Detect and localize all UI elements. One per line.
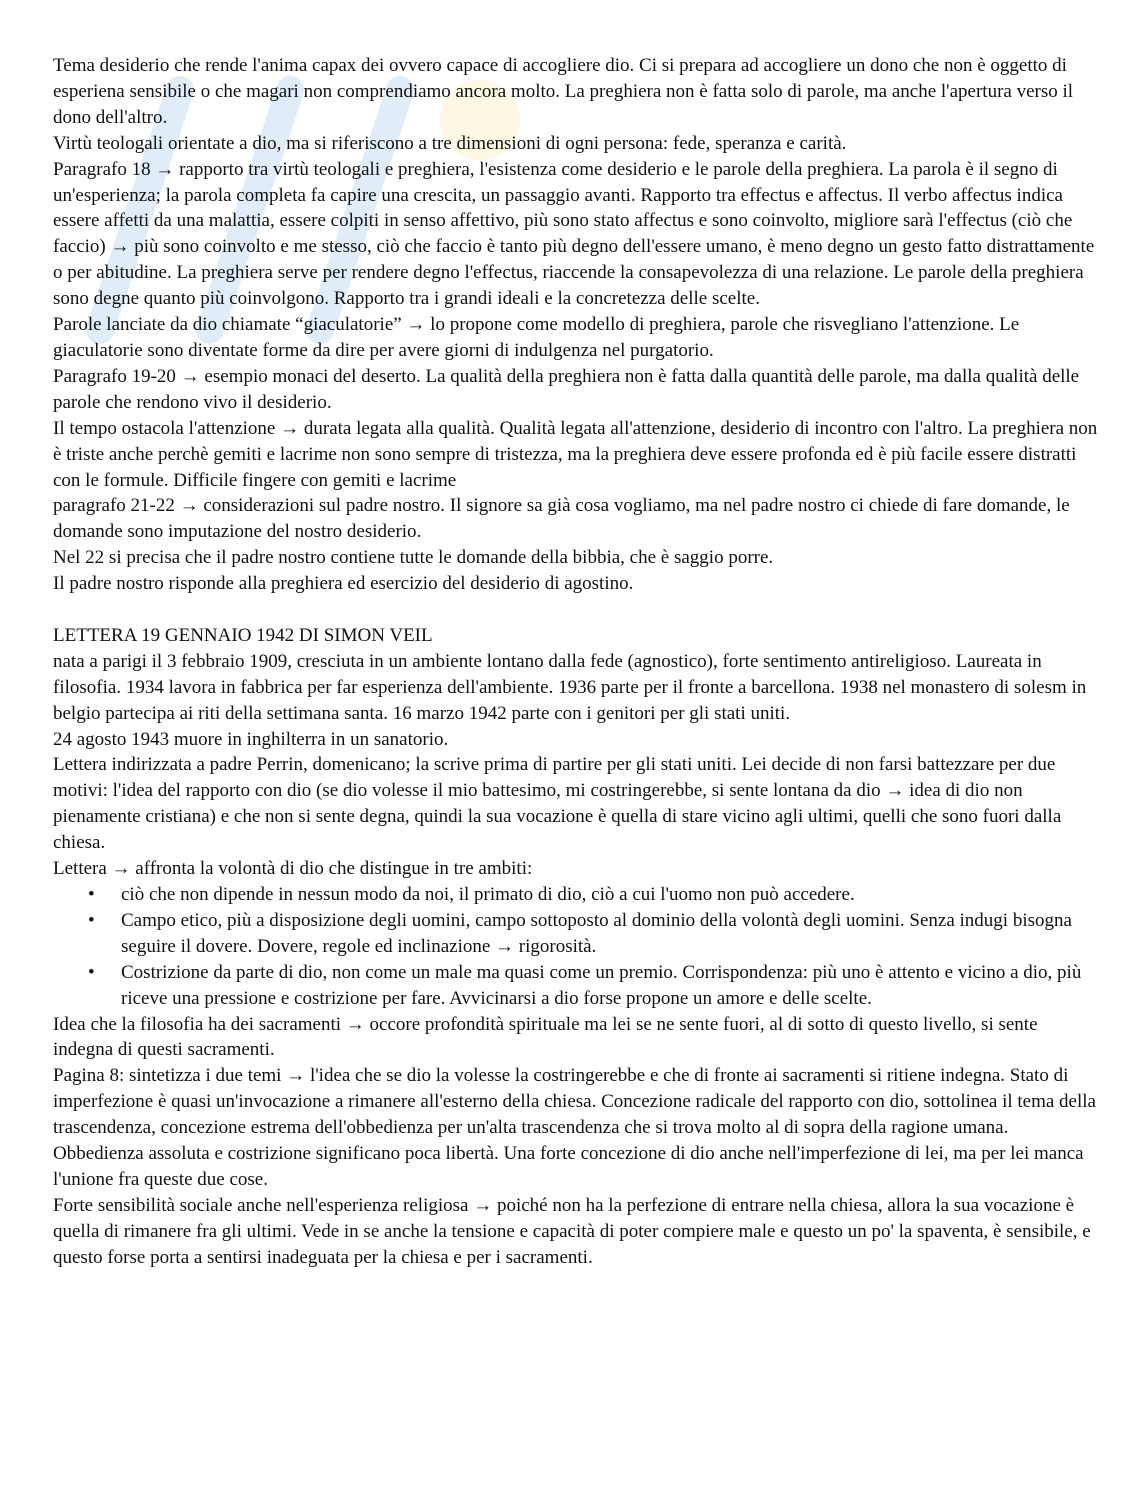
paragraph: Virtù teologali orientate a dio, ma si riferiscono a tre dimensioni di ogni persona: fede, speranza e carità. <box>53 132 847 154</box>
paragraph: Il padre nostro risponde alla preghiera ed esercizio del desiderio di agostino. <box>53 573 634 595</box>
paragraph: Lettera → affronta la volontà di dio che distingue in tre ambiti: <box>53 858 533 880</box>
document-page <box>53 53 1098 1271</box>
paragraph: Pagina 8: sintetizza i due temi → l'idea che se dio la volesse la costringerebbe e che di fronte ai sacramenti si ritiene indegna. Stato di imperfezione è quasi un'invocazione a rimanere all'esterno della chiesa. Concezione radicale del rapporto con dio, sottolinea il tema della trascendenza, concezione estrema dell'obbedienza per un'alta trascendenza che si trova molto al di sopra della ragione umana. Obbedienza assoluta e costrizione significano poca libertà. Una forte concezione di dio anche nell'imperfezione di lei, ma per lei manca l'unione fra queste due cose. <box>53 1065 1096 1190</box>
list-item: • Campo etico, più a disposizione degli uomini, campo sottoposto al dominio della volontà degli uomini. Senza indugi bisogna seguire il dovere. Dovere, regole ed inclinazione → rigorosità. <box>121 908 1098 960</box>
paragraph: Forte sensibilità sociale anche nell'esperienza religiosa → poiché non ha la perfezione di entrare nella chiesa, allora la sua vocazione è quella di rimanere fra gli ultimi. Vede in se anche la tensione e capacità di poter compiere male e questo un po' la spaventa, è sensibile, e questo forse porta a sentirsi inadeguata per la chiesa e per i sacramenti. <box>53 1194 1091 1268</box>
paragraph: Paragrafo 19-20 → esempio monaci del deserto. La qualità della preghiera non è fatta dalla quantità delle parole, ma dalla qualità delle parole che rendono vivo il desiderio. <box>53 365 1080 413</box>
paragraph: Lettera indirizzata a padre Perrin, domenicano; la scrive prima di partire per gli stati uniti. Lei decide di non farsi battezzare per due motivi: l'idea del rapporto con dio (se dio volesse il mio battesimo, mi costringerebbe, si sente lontana da dio → idea di dio non pienamente cristiana) e che non si sente degna, quindi la sua vocazione è quella di stare vicino agli ultimi, quelli che sono fuori dalla chiesa. <box>53 754 1062 854</box>
paragraph: Il tempo ostacola l'attenzione → durata legata alla qualità. Qualità legata all'attenzione, desiderio di incontro con l'altro. La preghiera non è triste anche perchè gemiti e lacrime non sono sempre di tristezza, ma la preghiera deve essere profonda ed è più facile essere distratti con le formule. Difficile fingere con gemiti e lacrime <box>53 417 1098 491</box>
paragraph: Nel 22 si precisa che il padre nostro contiene tutte le domande della bibbia, che è saggio porre. <box>53 547 774 569</box>
paragraph: Parole lanciate da dio chiamate “giaculatorie” → lo propone come modello di preghiera, parole che risvegliano l'attenzione. Le giaculatorie sono diventate forme da dire per avere giorni di indulgenza nel purgatorio. <box>53 314 1020 361</box>
paragraph: nata a parigi il 3 febbraio 1909, cresciuta in un ambiente lontano dalla fede (agnostico), forte sentimento antireligioso. Laureata in filosofia. 1934 lavora in fabbrica per far esperienza dell'ambiente. 1936 parte per il fronte a barcellona. 1938 nel monastero di solesm in belgio partecipa ai riti della settimana santa. 16 marzo 1942 parte con i genitori per gli stati uniti. <box>53 650 1087 724</box>
paragraph: Idea che la filosofia ha dei sacramenti → occore profondità spirituale ma lei se ne sente fuori, al di sotto di questo livello, si sente indegna di questi sacramenti. <box>53 1013 1038 1061</box>
paragraph: Tema desiderio che rende l'anima capax dei ovvero capace di accogliere dio. Ci si prepara ad accogliere un dono che non è oggetto di esperiena sensibile o che magari non comprendiamo ancora molto. La preghiera non è fatta solo di parole, ma anche l'apertura verso il dono dell'altro. <box>53 55 1074 128</box>
bullet-list <box>53 882 1098 1012</box>
paragraph: Paragrafo 18 → rapporto tra virtù teologali e preghiera, l'esistenza come desiderio e le parole della preghiera. La parola è il segno di un'esperienza; la parola completa fa capire una crescita, un passaggio avanti. Rapporto tra effectus e affectus. Il verbo affectus indica essere affetti da una malattia, essere colpiti in senso affettivo, più sono stato affectus e sono coinvolto, migliore sarà l'effectus (ciò che faccio) → più sono coinvolto e me stesso, ciò che faccio è tanto più degno dell'essere umano, è meno degno un gesto fatto distrattamente o per abitudine. La preghiera serve per rendere degno l'effectus, riaccende la consapevolezza di una relazione. Le parole della preghiera sono degne quanto più coinvolgono. Rapporto tra i grandi ideali e la concretezza delle scelte. <box>53 158 1095 310</box>
list-item: • ciò che non dipende in nessun modo da noi, il primato di dio, ciò a cui l'uomo non può accedere. <box>121 882 1098 908</box>
list-item: • Costrizione da parte di dio, non come un male ma quasi come un premio. Corrispondenza: più uno è attento e vicino a dio, più riceve una pressione e costrizione per fare. Avvicinarsi a dio forse propone un amore e delle scelte. <box>121 960 1098 1012</box>
notes-part-1 <box>53 53 1098 597</box>
paragraph: 24 agosto 1943 muore in inghilterra in un sanatorio. <box>53 728 449 750</box>
section-heading: LETTERA 19 GENNAIO 1942 DI SIMON VEIL <box>53 624 433 646</box>
notes-part-3 <box>53 1012 1098 1271</box>
paragraph: paragrafo 21-22 → considerazioni sul padre nostro. Il signore sa già cosa vogliamo, ma nel padre nostro ci chiede di fare domande, le domande sono imputazione del nostro desiderio. <box>53 495 1070 543</box>
notes-part-2 <box>53 649 1098 882</box>
blank-line <box>53 597 1098 623</box>
